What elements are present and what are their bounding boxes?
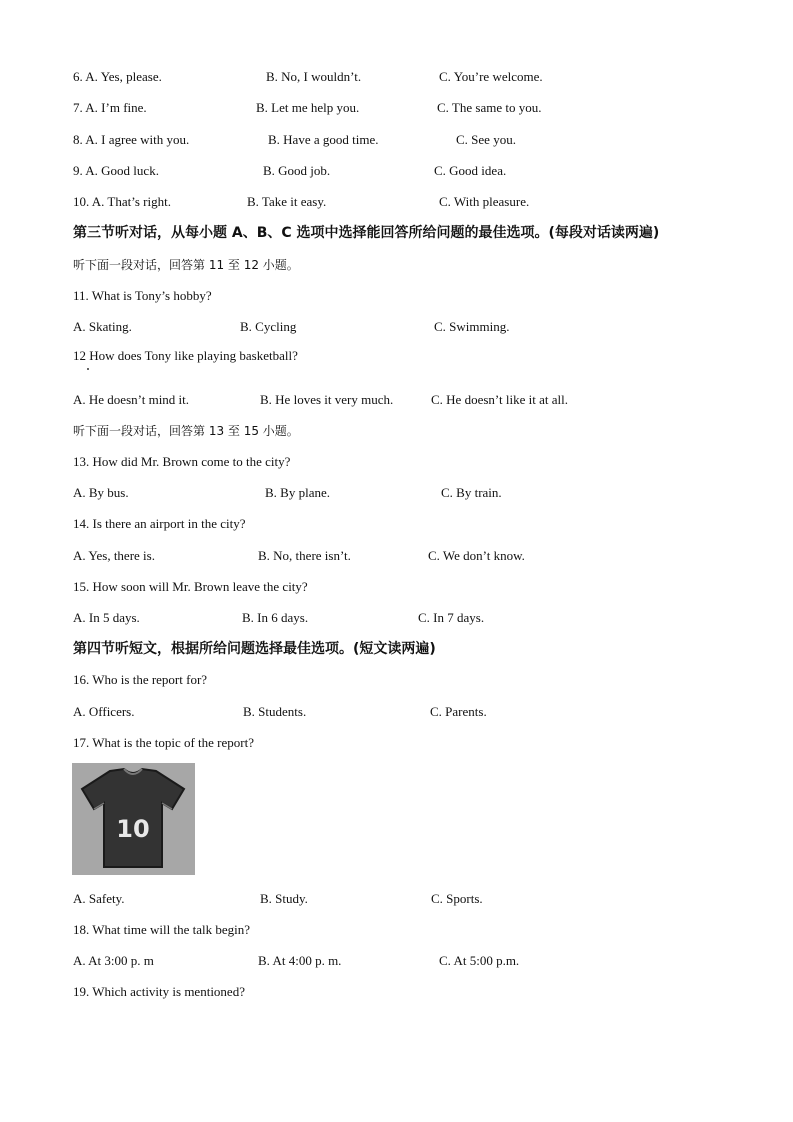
q16-option-a: A. Officers. <box>73 704 135 719</box>
q6-option-c: C. You’re welcome. <box>439 69 543 84</box>
q17-option-c: C. Sports. <box>431 891 483 906</box>
q9-option-a: 9. A. Good luck. <box>73 163 159 178</box>
q8-option-c: C. See you. <box>456 132 516 147</box>
q13-option-a: A. By bus. <box>73 485 129 500</box>
jersey-number: 10 <box>116 815 150 843</box>
jersey-image <box>72 763 195 875</box>
section3-intro-2: 听下面一段对话，回答第 13 至 15 小题。 <box>73 424 299 438</box>
q14-question: 14. Is there an airport in the city? <box>73 516 246 531</box>
q18-option-b: B. At 4:00 p. m. <box>258 953 342 968</box>
q7-option-a: 7. A. I’m fine. <box>73 100 147 115</box>
section4-heading: 第四节听短文，根据所给问题选择最佳选项。(短文读两遍) <box>73 641 436 657</box>
q10-option-c: C. With pleasure. <box>439 194 530 209</box>
q13-option-b: B. By plane. <box>265 485 330 500</box>
q11-question: 11. What is Tony’s hobby? <box>73 288 212 303</box>
q12-option-b: B. He loves it very much. <box>260 392 394 407</box>
q15-question: 15. How soon will Mr. Brown leave the city? <box>73 579 308 594</box>
q14-option-b: B. No, there isn’t. <box>258 548 351 563</box>
q18-option-c: C. At 5:00 p.m. <box>439 953 520 968</box>
q12-question: 12 How does Tony like playing basketball? <box>73 348 298 363</box>
q10-option-a: 10. A. That’s right. <box>73 194 171 209</box>
q10-option-b: B. Take it easy. <box>247 194 327 209</box>
q7-option-c: C. The same to you. <box>437 100 542 115</box>
q18-question: 18. What time will the talk begin? <box>73 922 251 937</box>
q13-option-c: C. By train. <box>441 485 502 500</box>
q14-option-c: C. We don’t know. <box>428 548 525 563</box>
q14-option-a: A. Yes, there is. <box>73 548 155 563</box>
q7-option-b: B. Let me help you. <box>256 100 360 115</box>
q8-option-b: B. Have a good time. <box>268 132 379 147</box>
q9-option-b: B. Good job. <box>263 163 331 178</box>
q15-option-a: A. In 5 days. <box>73 610 140 625</box>
q12-option-c: C. He doesn’t like it at all. <box>431 392 568 407</box>
section3-intro-1: 听下面一段对话，回答第 11 至 12 小题。 <box>73 258 299 272</box>
q19-question: 19. Which activity is mentioned? <box>73 984 245 999</box>
q8-option-a: 8. A. I agree with you. <box>73 132 190 147</box>
section3-heading: 第三节听对话，从每小题 A、B、C 选项中选择能回答所给问题的最佳选项。(每段对话读两遍) <box>73 225 660 241</box>
q11-option-a: A. Skating. <box>73 319 132 334</box>
q11-option-c: C. Swimming. <box>434 319 510 334</box>
q17-option-b: B. Study. <box>260 891 308 906</box>
q17-question: 17. What is the topic of the report? <box>73 735 254 750</box>
q16-option-b: B. Students. <box>243 704 307 719</box>
q15-option-c: C. In 7 days. <box>418 610 485 625</box>
q18-option-a: A. At 3:00 p. m <box>73 953 154 968</box>
q13-question: 13. How did Mr. Brown come to the city? <box>73 454 291 469</box>
q6-option-a: 6. A. Yes, please. <box>73 69 162 84</box>
q11-option-b: B. Cycling <box>240 319 297 334</box>
q6-option-b: B. No, I wouldn’t. <box>266 69 362 84</box>
q16-question: 16. Who is the report for? <box>73 672 208 687</box>
q15-option-b: B. In 6 days. <box>242 610 309 625</box>
q16-option-c: C. Parents. <box>430 704 487 719</box>
q17-option-a: A. Safety. <box>73 891 125 906</box>
jersey-icon <box>72 763 195 875</box>
q9-option-c: C. Good idea. <box>434 163 507 178</box>
q12-option-a: A. He doesn’t mind it. <box>73 392 190 407</box>
stray-dot <box>87 368 89 370</box>
